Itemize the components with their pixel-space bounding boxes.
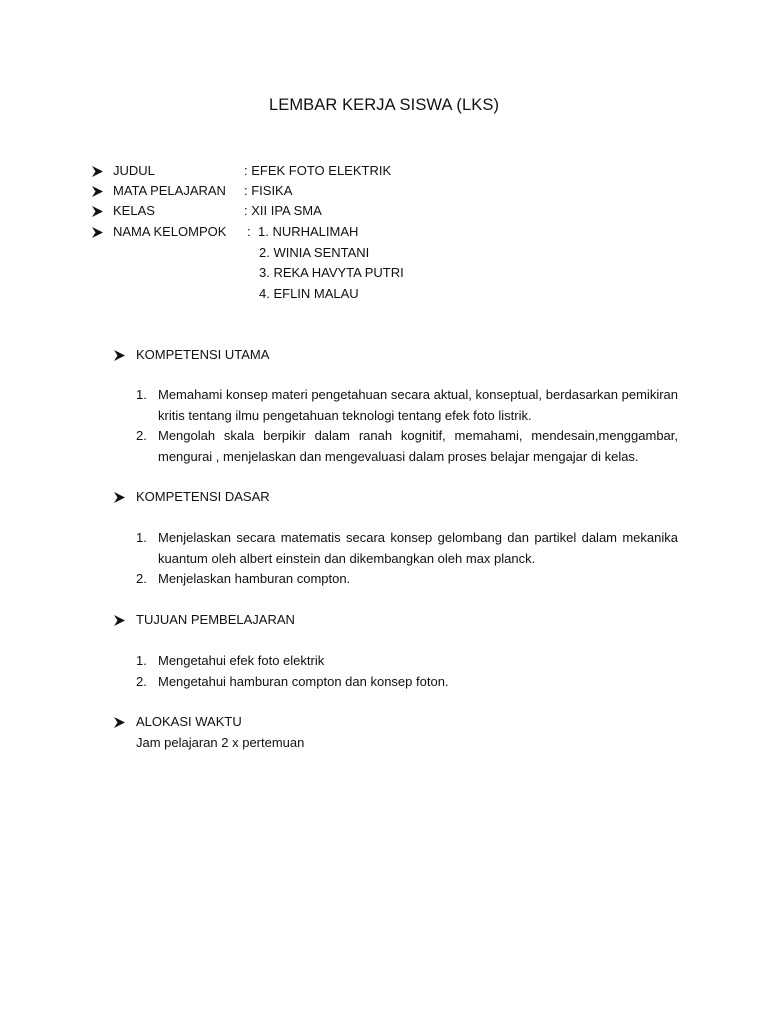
alokasi-waktu-text: Jam pelajaran 2 x pertemuan	[136, 735, 305, 750]
list-item-number: 1.	[136, 530, 147, 545]
member-4: 4. EFLIN MALAU	[259, 286, 359, 301]
list-item-number: 2.	[136, 428, 147, 443]
tujuan-pembelajaran-heading: TUJUAN PEMBELAJARAN	[136, 612, 295, 627]
list-item-text: Mengetahui hamburan compton dan konsep foton.	[158, 674, 449, 689]
member-2: 2. WINIA SENTANI	[259, 245, 370, 260]
list-item-number: 2.	[136, 571, 147, 586]
list-item-text: Mengetahui efek foto elektrik	[158, 653, 325, 668]
mapel-value: : FISIKA	[244, 183, 293, 198]
judul-label: JUDUL	[113, 163, 155, 178]
list-item-text: Mengolah skala berpikir dalam ranah kognitif, memahami, mendesain,menggambar, mengurai , menjelaskan dan mengevaluasi dalam proses belajar mengajar di kelas.	[158, 428, 678, 464]
list-item-text: Menjelaskan secara matematis secara konsep gelombang dan partikel dalam mekanika kuantum oleh albert einstein dan dikembangkan oleh max planck.	[158, 530, 678, 566]
judul-value: : EFEK FOTO ELEKTRIK	[244, 163, 392, 178]
document-title: LEMBAR KERJA SISWA (LKS)	[268, 96, 500, 114]
mapel-label: MATA PELAJARAN	[113, 183, 226, 198]
kelompok-label: NAMA KELOMPOK	[113, 224, 227, 239]
kelas-value: : XII IPA SMA	[244, 203, 322, 218]
member-3: 3. REKA HAVYTA PUTRI	[259, 265, 404, 280]
list-item-number: 1.	[136, 387, 147, 402]
list-item-text: Menjelaskan hamburan compton.	[158, 571, 351, 586]
member-1: 1. NURHALIMAH	[258, 224, 359, 239]
list-item-number: 1.	[136, 653, 147, 668]
kompetensi-utama-heading: KOMPETENSI UTAMA	[136, 347, 270, 362]
kelompok-colon: :	[247, 224, 251, 239]
kelas-label: KELAS	[113, 203, 155, 218]
list-item-number: 2.	[136, 674, 147, 689]
alokasi-waktu-heading: ALOKASI WAKTU	[136, 714, 242, 729]
list-item-text: Memahami konsep materi pengetahuan secara aktual, konseptual, berdasarkan pemikiran kritis tentang ilmu pengetahuan teknologi tentang efek foto listrik.	[158, 387, 678, 423]
kompetensi-dasar-heading: KOMPETENSI DASAR	[136, 489, 270, 504]
